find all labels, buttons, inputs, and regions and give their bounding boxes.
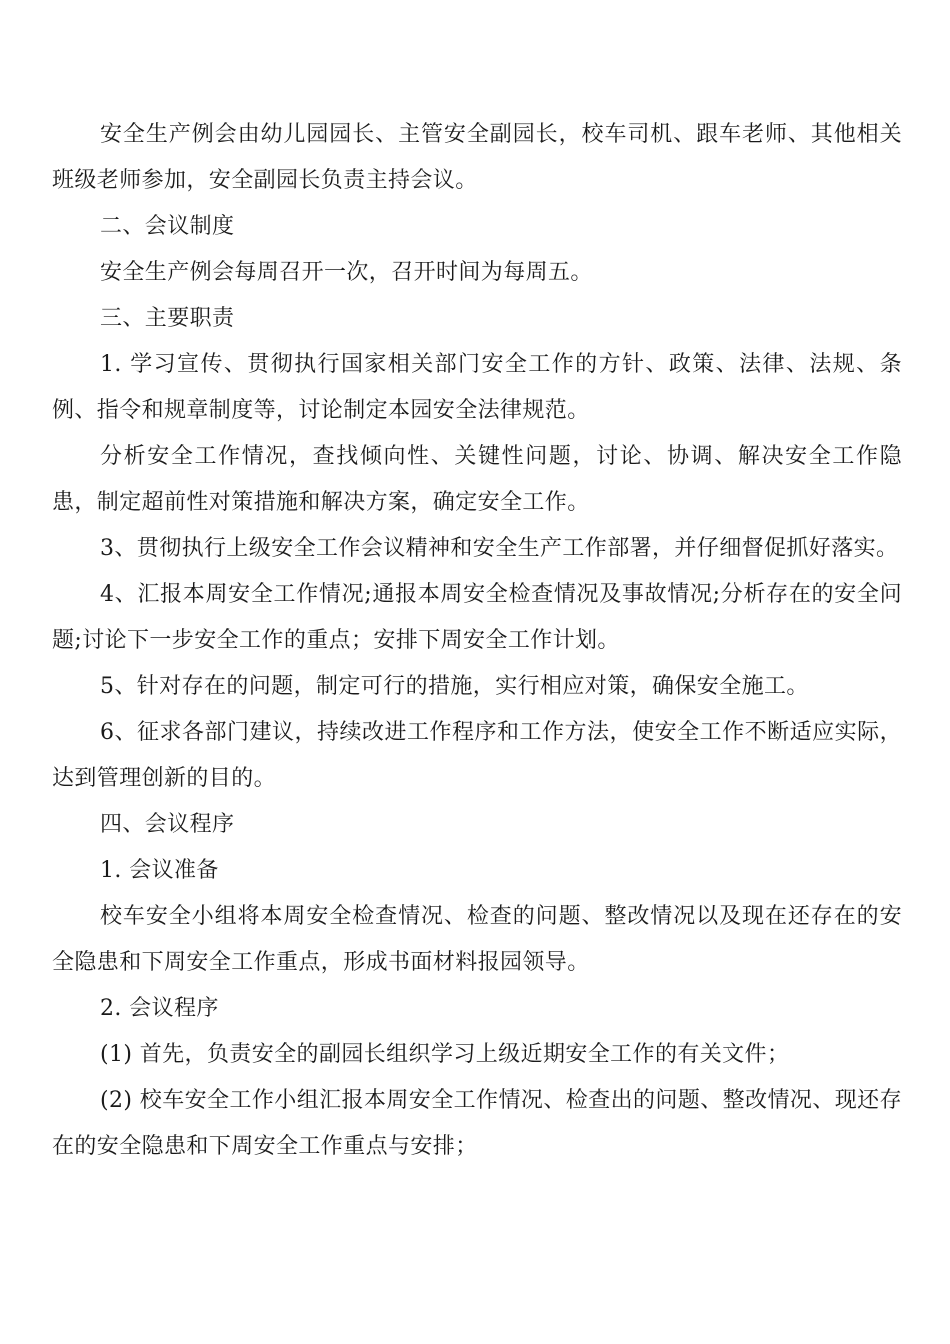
paragraph-duty-5: 5、针对存在的问题，制定可行的措施，实行相应对策，确保安全施工。 — [100, 674, 809, 699]
document-body — [52, 112, 902, 1170]
paragraph-step-2: (2) 校车安全工作小组汇报本周安全工作情况、检查出的问题、整改情况、现还存在的安全隐患和下周安全工作重点与安排； — [52, 1088, 902, 1159]
paragraph-preparation-detail: 校车安全小组将本周安全检查情况、检查的问题、整改情况以及现在还存在的安全隐患和下周安全工作重点，形成书面材料报园领导。 — [52, 904, 902, 975]
subheading-procedure-steps: 2. 会议程序 — [100, 996, 219, 1021]
paragraph-step-1: (1) 首先，负责安全的副园长组织学习上级近期安全工作的有关文件； — [100, 1042, 790, 1067]
subheading-meeting-preparation: 1. 会议准备 — [100, 858, 219, 883]
heading-main-duties: 三、主要职责 — [100, 306, 235, 331]
paragraph-duty-1: 1. 学习宣传、贯彻执行国家相关部门安全工作的方针、政策、法律、法规、条例、指令和规章制度等，讨论制定本园安全法律规范。 — [52, 352, 902, 423]
paragraph-duty-4: 4、汇报本周安全工作情况;通报本周安全检查情况及事故情况;分析存在的安全问题;讨论下一步安全工作的重点；安排下周安全工作计划。 — [52, 582, 902, 653]
paragraph-meeting-schedule: 安全生产例会每周召开一次，召开时间为每周五。 — [100, 260, 593, 285]
paragraph-duty-3: 3、贯彻执行上级安全工作会议精神和安全生产工作部署，并仔细督促抓好落实。 — [100, 536, 899, 561]
paragraph-attendees: 安全生产例会由幼儿园园长、主管安全副园长，校车司机、跟车老师、其他相关班级老师参加，安全副园长负责主持会议。 — [52, 122, 902, 193]
heading-meeting-procedure: 四、会议程序 — [100, 812, 235, 837]
paragraph-duty-2: 分析安全工作情况，查找倾向性、关键性问题，讨论、协调、解决安全工作隐患，制定超前性对策措施和解决方案，确定安全工作。 — [52, 444, 902, 515]
heading-meeting-system: 二、会议制度 — [100, 214, 235, 239]
paragraph-duty-6: 6、征求各部门建议，持续改进工作程序和工作方法，使安全工作不断适应实际，达到管理创新的目的。 — [52, 720, 902, 791]
